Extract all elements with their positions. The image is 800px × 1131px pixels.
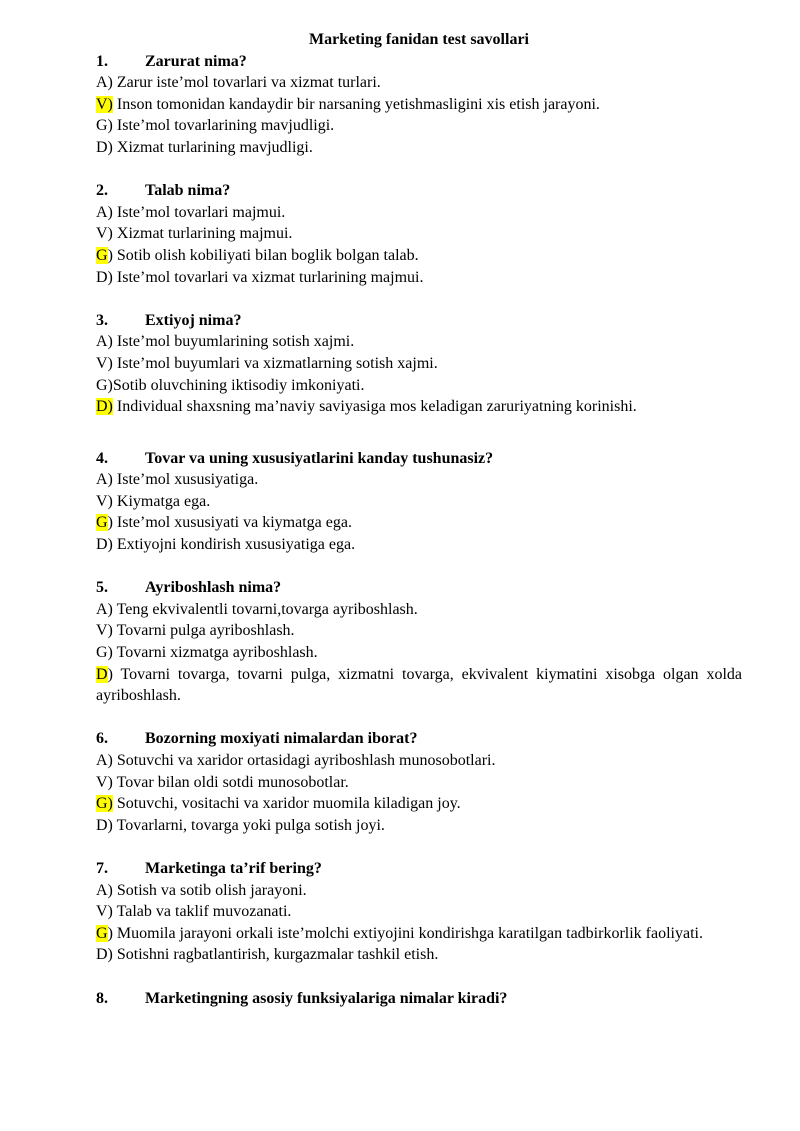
option-text: Sotuvchi, vositachi va xaridor muomila kiladigan joy.	[112, 795, 461, 813]
option-text: Inson tomonidan kandaydir bir narsaning yetishmasligini xis etish jarayoni.	[112, 95, 600, 113]
question-4	[96, 448, 742, 556]
option-letter: G	[96, 514, 108, 532]
option-letter: A)	[96, 600, 113, 618]
question-1	[96, 51, 742, 159]
document-page	[96, 28, 742, 1009]
option-letter: A)	[96, 881, 113, 899]
answer-option-correct	[96, 923, 742, 945]
option-letter: V)	[96, 492, 113, 510]
answer-option	[96, 750, 742, 772]
answer-option	[96, 944, 742, 966]
answer-option-correct	[96, 512, 742, 534]
option-text: Tovarlarni, tovarga yoki pulga sotish joyi.	[112, 816, 385, 834]
question-heading	[96, 858, 742, 880]
answer-option	[96, 202, 742, 224]
question-text: Marketinga ta’rif bering?	[145, 859, 322, 877]
question-number: 4.	[96, 449, 108, 467]
option-letter: A)	[96, 752, 113, 769]
question-5	[96, 577, 742, 707]
question-number: 3.	[96, 311, 108, 329]
question-number: 1.	[96, 52, 108, 70]
question-text: Tovar va uning xususiyatlarini kanday tushunasiz?	[145, 449, 494, 467]
option-text: Sotishni ragbatlantirish, kurgazmalar tashkil etish.	[112, 946, 439, 964]
option-letter: D)	[96, 816, 113, 834]
option-letter: V)	[96, 903, 113, 921]
question-text: Extiyoj nima?	[145, 311, 242, 329]
option-text: Tovar bilan oldi sotdi munosobotlar.	[112, 773, 349, 791]
question-number: 7.	[96, 859, 108, 877]
answer-option	[96, 772, 742, 794]
option-text: ) Muomila jarayoni orkali iste’molchi extiyojini kondirishga karatilgan tadbirkorlik faoliyati.	[107, 924, 703, 942]
question-text: Bozorning moxiyati nimalardan iborat?	[145, 730, 418, 748]
option-text: Individual shaxsning ma’naviy saviyasiga mos keladigan zaruriyatning korinishi.	[112, 398, 637, 416]
answer-option	[96, 620, 742, 642]
question-text: Zarurat nima?	[145, 52, 247, 70]
option-text: Tovarni pulga ayriboshlash.	[112, 622, 295, 640]
answer-option	[96, 375, 742, 397]
option-text: Iste’mol xususiyatiga.	[112, 471, 259, 489]
option-letter: V)	[96, 95, 113, 113]
option-text: Xizmat turlarining mavjudligi.	[112, 138, 313, 156]
question-text: Ayriboshlash nima?	[145, 579, 282, 597]
option-letter: D	[96, 665, 108, 683]
spacer	[96, 707, 742, 729]
question-text: Marketingning asosiy funksiyalariga nimalar kiradi?	[145, 989, 508, 1007]
option-letter: D)	[96, 398, 113, 416]
question-list	[96, 51, 742, 1010]
spacer	[96, 966, 742, 988]
option-text: Iste’mol tovarlarining mavjudligi.	[112, 117, 335, 135]
option-letter: G)	[96, 117, 113, 135]
option-letter: G	[96, 246, 108, 264]
answer-option-correct	[96, 94, 742, 116]
option-text: Iste’mol tovarlari majmui.	[112, 203, 286, 221]
option-text: Sotish va sotib olish jarayoni.	[112, 881, 307, 899]
spacer	[96, 836, 742, 858]
question-7	[96, 858, 742, 966]
option-letter: A)	[96, 471, 113, 489]
option-text: Iste’mol buyumlari va xizmatlarning sotish xajmi.	[112, 354, 438, 372]
answer-option	[96, 72, 742, 94]
answer-option	[96, 267, 742, 289]
option-text: ) Tovarni tovarga, tovarni pulga, xizmatni tovarga, ekvivalent kiymatini xisobga olgan xolda ayriboshlash.	[96, 665, 742, 705]
option-text: Zarur iste’mol tovarlari va xizmat turlari.	[112, 74, 381, 92]
spacer	[96, 418, 742, 448]
option-letter: A)	[96, 203, 113, 221]
answer-option	[96, 331, 742, 353]
question-heading	[96, 310, 742, 332]
option-letter: G	[96, 924, 108, 942]
question-number: 6.	[96, 730, 108, 748]
question-text: Talab nima?	[145, 182, 231, 200]
question-number: 2.	[96, 182, 108, 200]
option-text: Sotuvchi va xaridor ortasidagi ayriboshlash munosobotlari.	[112, 752, 496, 769]
question-heading	[96, 448, 742, 470]
option-text: Teng ekvivalentli tovarni,tovarga ayriboshlash.	[112, 600, 418, 618]
option-letter: D)	[96, 138, 113, 156]
answer-option	[96, 115, 742, 137]
answer-option	[96, 599, 742, 621]
question-heading	[96, 577, 742, 599]
question-number: 8.	[96, 989, 108, 1007]
question-heading	[96, 988, 742, 1010]
option-text: Iste’mol buyumlarining sotish xajmi.	[112, 333, 355, 351]
answer-option-correct	[96, 664, 742, 707]
question-heading	[96, 51, 742, 73]
option-letter: G)	[96, 795, 113, 813]
spacer	[96, 159, 742, 181]
document-title: Marketing fanidan test savollari	[309, 31, 529, 48]
option-text: Talab va taklif muvozanati.	[112, 903, 292, 921]
option-letter: A)	[96, 333, 113, 351]
answer-option	[96, 901, 742, 923]
option-text: Extiyojni kondirish xususiyatiga ega.	[112, 536, 356, 554]
option-letter: V)	[96, 622, 113, 640]
option-text: ) Iste’mol xususiyati va kiymatga ega.	[107, 514, 352, 532]
option-letter: V)	[96, 773, 113, 791]
option-letter: D)	[96, 536, 113, 554]
answer-option-correct	[96, 245, 742, 267]
option-letter: G)	[96, 376, 113, 394]
question-6	[96, 728, 742, 836]
answer-option	[96, 469, 742, 491]
answer-option	[96, 642, 742, 664]
question-8	[96, 988, 742, 1010]
answer-option	[96, 815, 742, 837]
option-letter: V)	[96, 354, 113, 372]
question-2	[96, 180, 742, 288]
option-letter: D)	[96, 268, 113, 286]
answer-option	[96, 353, 742, 375]
answer-option	[96, 223, 742, 245]
option-letter: A)	[96, 74, 113, 92]
option-text: ) Sotib olish kobiliyati bilan boglik bolgan talab.	[107, 246, 419, 264]
option-text: Kiymatga ega.	[112, 492, 211, 510]
answer-option	[96, 880, 742, 902]
question-number: 5.	[96, 579, 108, 597]
option-text: Iste’mol tovarlari va xizmat turlarining majmui.	[112, 268, 424, 286]
question-3	[96, 310, 742, 418]
spacer	[96, 288, 742, 310]
option-letter: D)	[96, 946, 113, 964]
option-text: Xizmat turlarining majmui.	[112, 225, 293, 243]
answer-option	[96, 137, 742, 159]
option-letter: V)	[96, 225, 113, 243]
question-heading	[96, 728, 742, 750]
option-text: Tovarni xizmatga ayriboshlash.	[112, 644, 318, 662]
option-text: Sotib oluvchining iktisodiy imkoniyati.	[112, 376, 365, 394]
spacer	[96, 556, 742, 578]
answer-option	[96, 534, 742, 556]
option-letter: G)	[96, 644, 113, 662]
answer-option-correct	[96, 396, 742, 418]
question-heading	[96, 180, 742, 202]
answer-option	[96, 491, 742, 513]
answer-option-correct	[96, 793, 742, 815]
